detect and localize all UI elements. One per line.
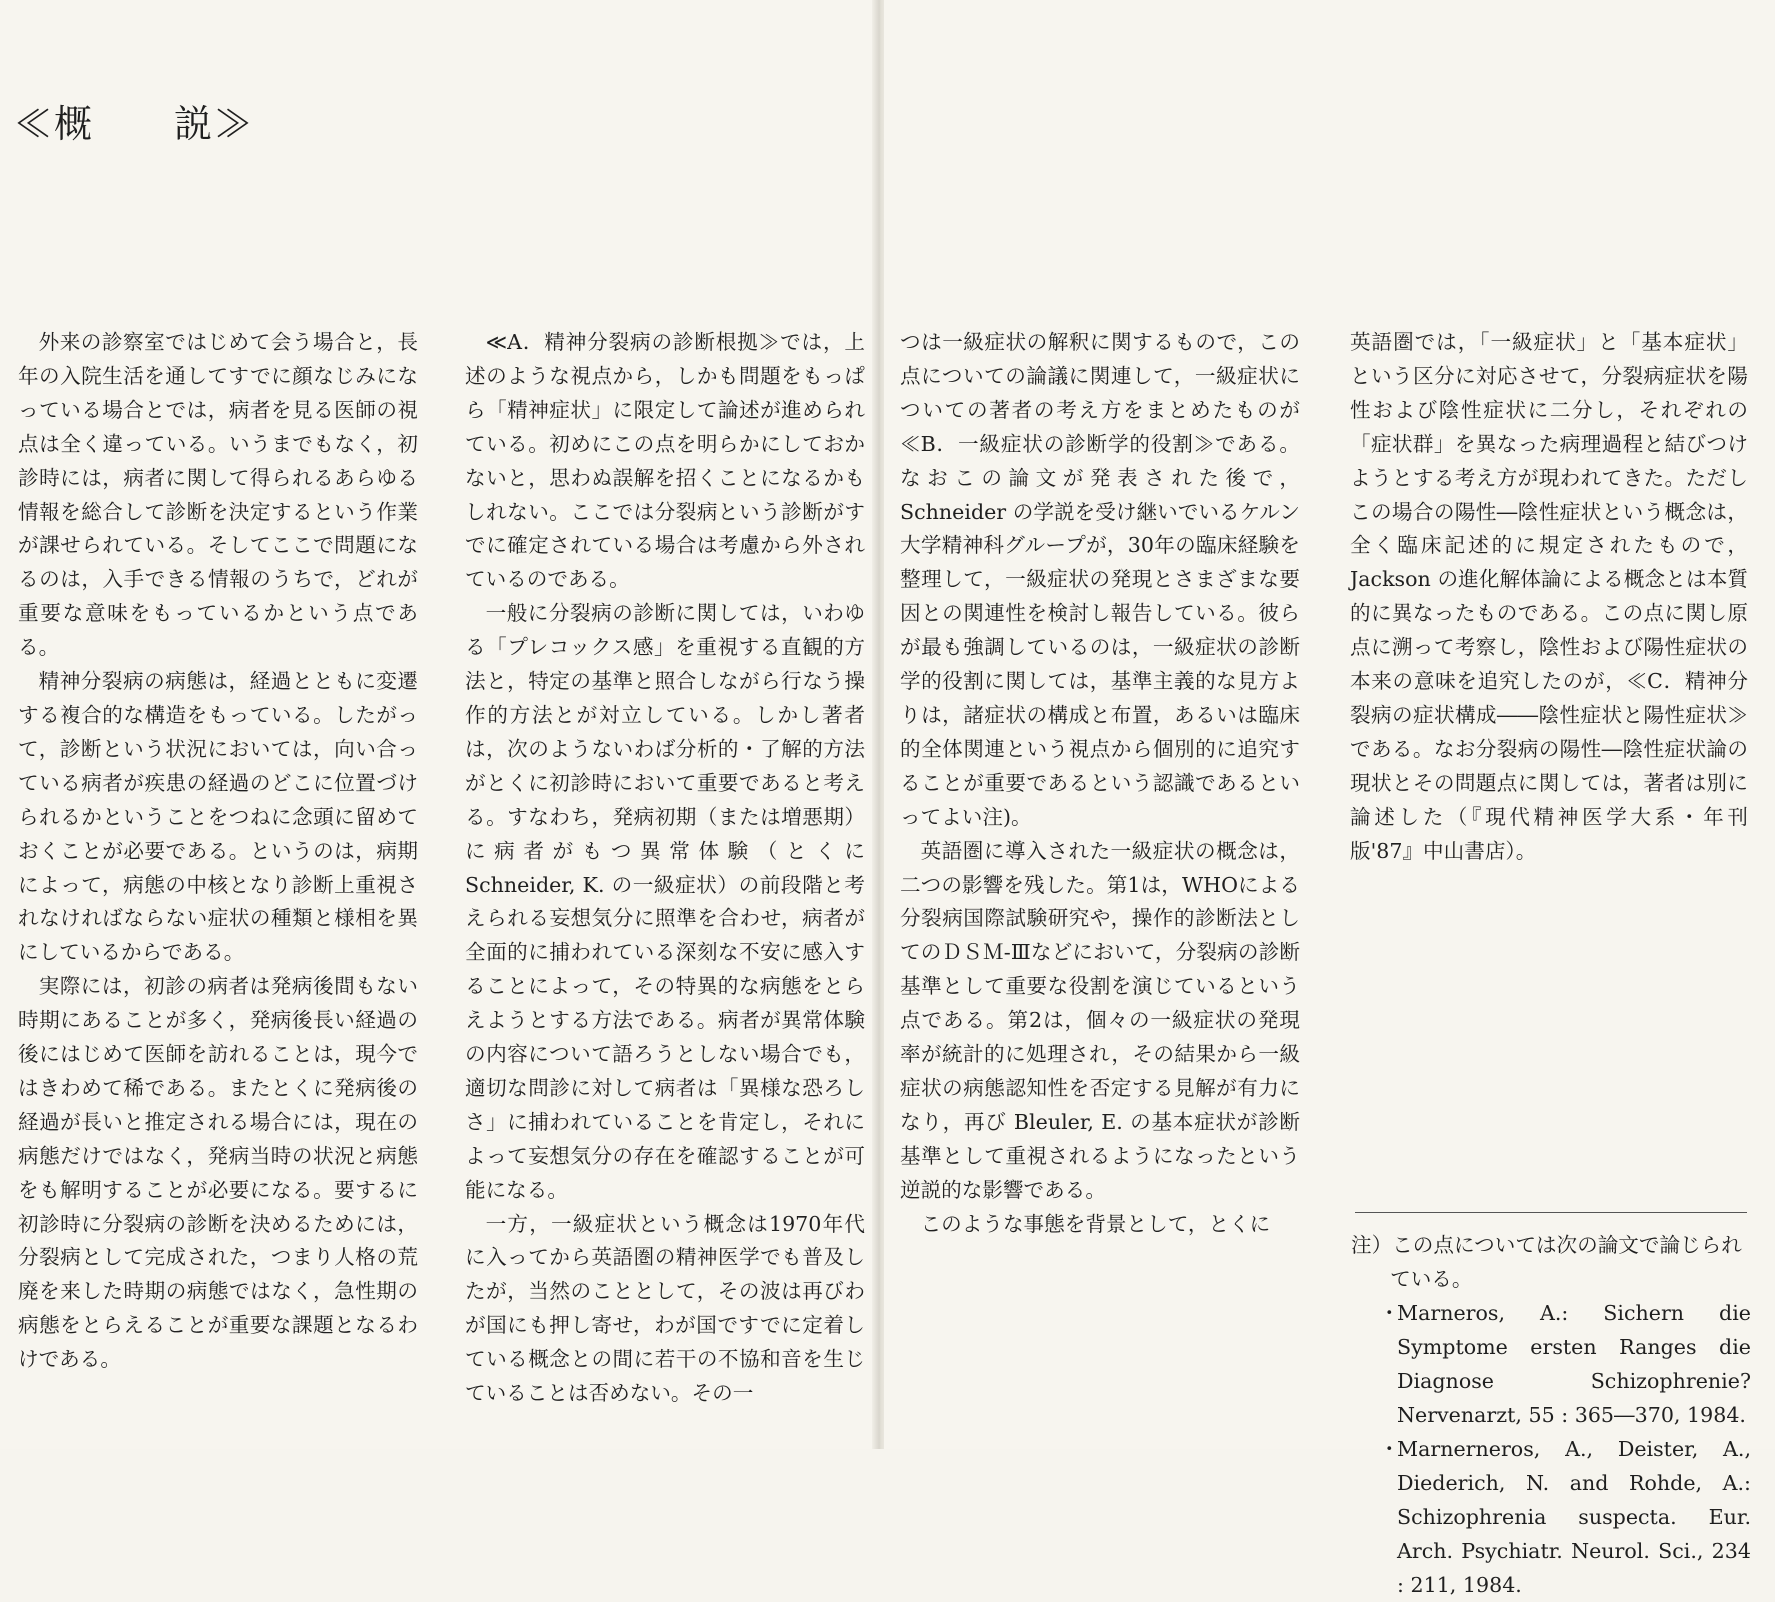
paragraph: 実際には，初診の病者は発病後間もない時期にあることが多く，発病後長い経過の後にはじめて医師を訪れることは，現今ではきわめて稀である。またとくに発病後の経過が長いと推定される場合には，現在の病態だけではなく，発病当時の状況と病態をも解明することが必要になる。要するに初診時に分裂病の診断を決めるためには，分裂病として完成された，つまり人格の荒廃を来した時期の病態ではなく，急性期の病態をとらえることが重要な課題となるわけである。 bbox=[18, 974, 418, 1372]
paragraph: つは一級症状の解釈に関するもので，この点についての論議に関連して，一級症状についての著者の考え方をまとめたものが≪B．一級症状の診断学的役割≫である。なおこの論文が発表された後で，Schneider の学説を受け継いでいるケルン大学精神科グループが，30年の臨床経験を整理して，一級症状の発現とさまざまな要因との関連性を検討し報告している。彼らが最も強調しているのは，一級症状の診断学的役割に関しては，基準主義的な見方よりは，諸症状の構成と布置，あるいは臨床的全体関連という視点から個別的に追究することが重要であるという認識であるといってよい注)。 bbox=[900, 330, 1300, 829]
footnote-label: 注）この点については次の論文で論じられている。 bbox=[1351, 1233, 1742, 1291]
paragraph: 一般に分裂病の診断に関しては，いわゆる「プレコックス感」を重視する直観的方法と，特定の基準と照合しながら行なう操作的方法とが対立している。しかし著者は，次のようないわば分析的・了解的方法がとくに初診時において重要であると考える。すなわち，発病初期（または増悪期）に病者がもつ異常体験（とくに Schneider, K. の一級症状）の前段階と考えられる妄想気分に照準を合わせ，病者が全面的に捕われている深刻な不安に感入することによって，その特異的な病態をとらえようとする方法である。病者が異常体験の内容について語ろうとしない場合でも，適切な問診に対して病者は「異様な恐ろしさ」に捕われていることを肯定し，それによって妄想気分の存在を確認することが可能になる。 bbox=[465, 601, 865, 1202]
paragraph: ≪A．精神分裂病の診断根拠≫では，上述のような視点から，しかも問題をもっぱら「精神症状」に限定して論述が進められている。初めにこの点を明らかにしておかないと，思わぬ誤解を招くことになるかもしれない。ここでは分裂病という診断がすでに確定されている場合は考慮から外されているのである。 bbox=[465, 330, 865, 592]
text-column-2 bbox=[465, 326, 865, 1411]
text-column-4 bbox=[1350, 326, 1748, 869]
footnote-block bbox=[1351, 1228, 1751, 1602]
reference-text: Marneros, A.: Sichern die Symptome ersten Ranges die Diagnose Schizophrenie? Nervenarzt, 55 : 365―370, 1984. bbox=[1397, 1301, 1751, 1427]
paragraph: 英語圏に導入された一級症状の概念は，二つの影響を残した。第1は，WHOによる分裂病国際試験研究や，操作的診断法としてのＤＳＭ-Ⅲなどにおいて，分裂病の診断基準として重要な役割を演じているという点である。第2は，個々の一級症状の発現率が統計的に処理され，その結果から一級症状の病態認知性を否定する見解が有力になり，再び Bleuler, E. の基本症状が診断基準として重視されるようになったという逆説的な影響である。 bbox=[900, 838, 1300, 1202]
section-heading: ≪概 説≫ bbox=[14, 102, 255, 146]
reference-item bbox=[1351, 1432, 1751, 1602]
paragraph: 一方，一級症状という概念は1970年代に入ってから英語圏の精神医学でも普及したが，当然のこととして，その波は再びわが国にも押し寄せ，わが国ですでに定着している概念との間に若干の不協和音を生じていることは否めない。その一 bbox=[465, 1211, 865, 1406]
text-column-3 bbox=[900, 326, 1300, 1241]
paragraph: 英語圏では，「一級症状」と「基本症状」という区分に対応させて，分裂病症状を陽性および陰性症状に二分し，それぞれの「症状群」を異なった病理過程と結びつけようとする考え方が現われてきた。ただしこの場合の陽性―陰性症状という概念は，全く臨床記述的に規定されたもので，Jackson の進化解体論による概念とは本質的に異なったものである。この点に関し原点に溯って考察し，陰性および陽性症状の本来の意味を追究したのが，≪C．精神分裂病の症状構成――陰性症状と陽性症状≫である。なお分裂病の陽性―陰性症状論の現状とその問題点に関しては，著者は別に論述した（『現代精神医学大系・年刊版'87』中山書店）。 bbox=[1350, 330, 1748, 863]
text-column-1 bbox=[18, 326, 418, 1377]
paragraph: このような事態を背景として，とくに bbox=[920, 1211, 1271, 1236]
reference-item bbox=[1351, 1296, 1751, 1432]
bullet-marker: ・ bbox=[1379, 1437, 1400, 1461]
reference-text: Marnerneros, A., Deister, A., Diederich, N. and Rohde, A.: Schizophrenia suspecta. Eur. Arch. Psychiatr. Neurol. Sci., 234 : 211, 1984. bbox=[1397, 1437, 1751, 1597]
paragraph: 精神分裂病の病態は，経過とともに変遷する複合的な構造をもっている。したがって，診断という状況においては，向い合っている病者が疾患の経過のどこに位置づけられるかということをつねに念頭に留めておくことが必要である。というのは，病期によって，病態の中核となり診断上重視されなければならない症状の種類と様相を異にしているからである。 bbox=[18, 669, 418, 965]
footnote-divider bbox=[1355, 1212, 1747, 1213]
bullet-marker: ・ bbox=[1379, 1301, 1400, 1325]
paragraph: 外来の診察室ではじめて会う場合と，長年の入院生活を通してすでに顔なじみになっている場合とでは，病者を見る医師の視点は全く違っている。いうまでもなく，初診時には，病者に関して得られるあらゆる情報を総合して診断を決定するという作業が課せられている。そしてここで問題になるのは，入手できる情報のうちで，どれが重要な意味をもっているかという点である。 bbox=[18, 330, 418, 660]
reference-list bbox=[1351, 1296, 1751, 1602]
